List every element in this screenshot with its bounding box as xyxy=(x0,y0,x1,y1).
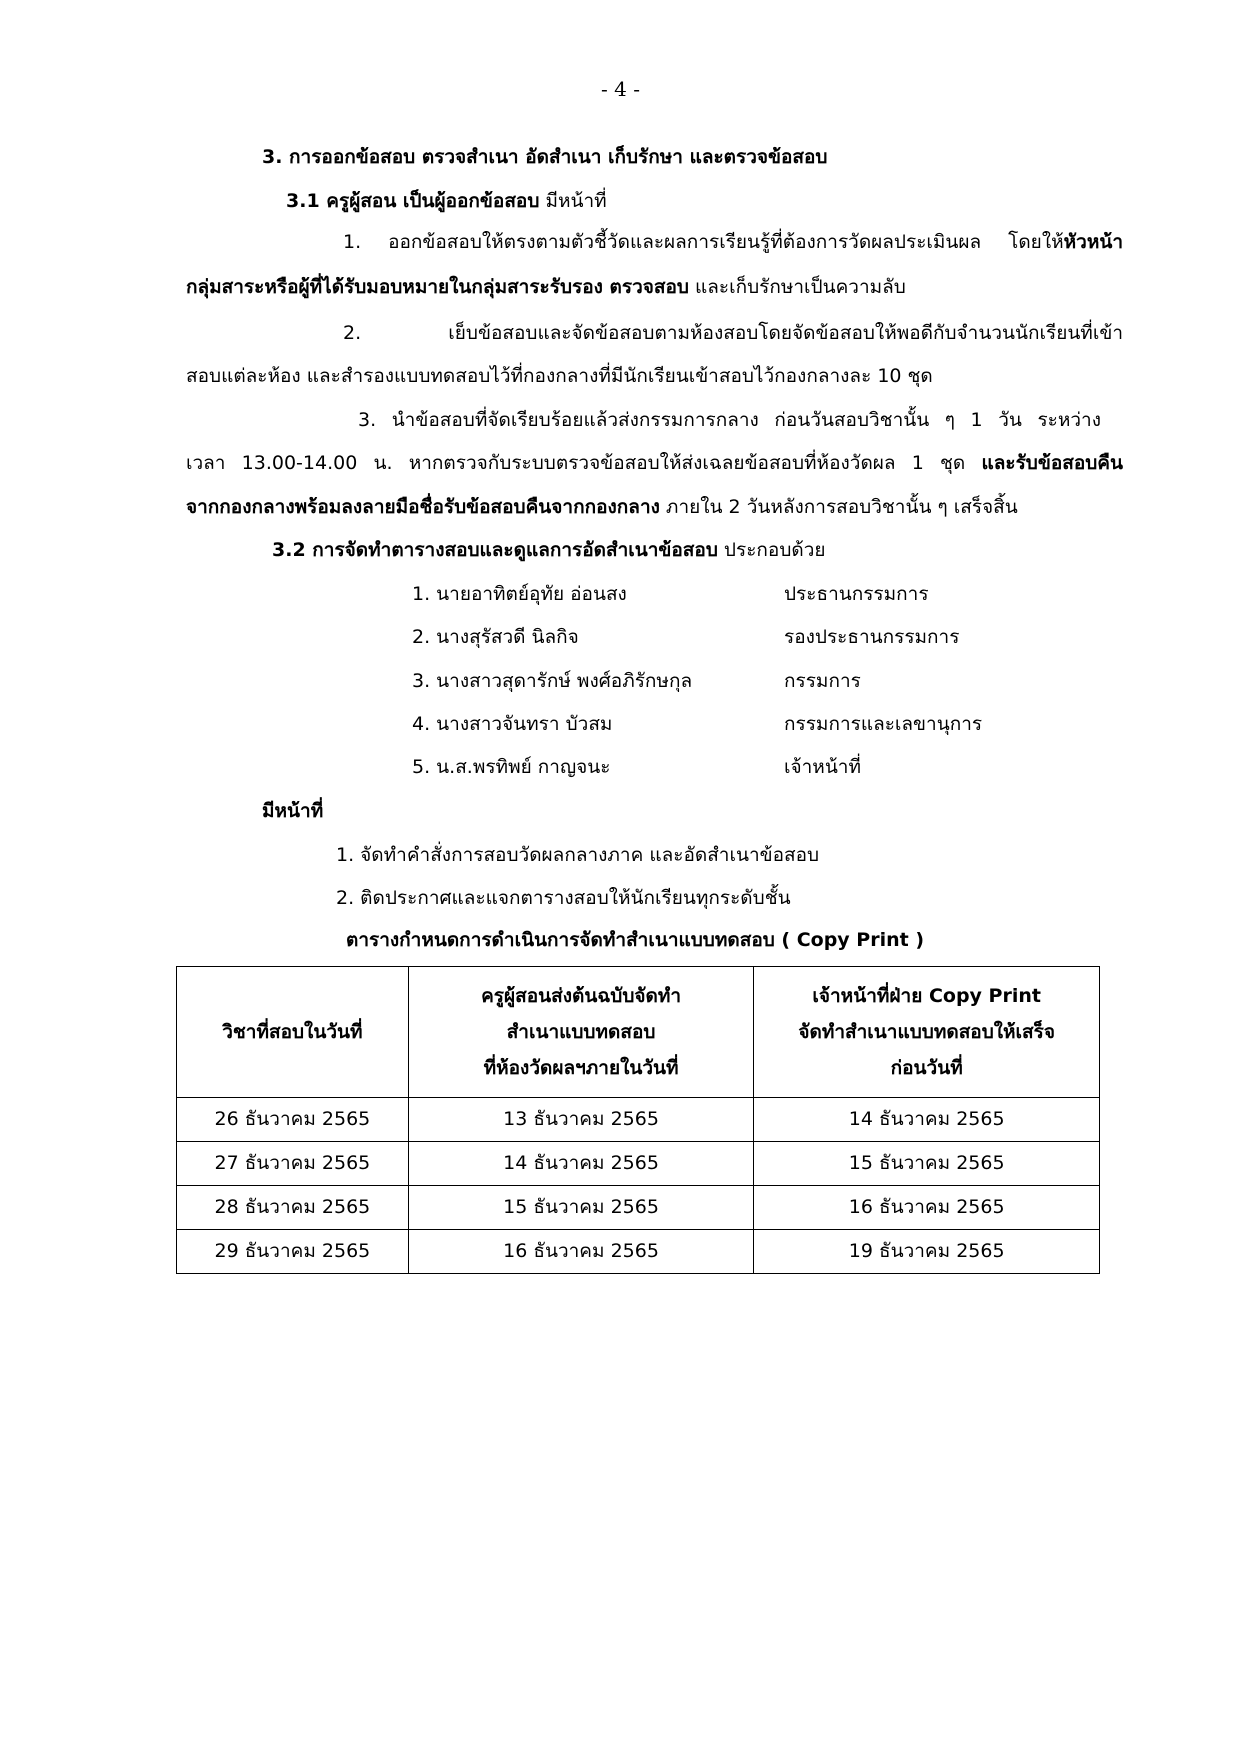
item-1-line-2 xyxy=(186,272,906,302)
item-3-line-3-text: ภายใน 2 วันหลังการสอบวิชานั้น ๆ เสร็จสิ้น xyxy=(659,496,1018,518)
schedule-title: ตารางกำหนดการดำเนินการจัดทำสำเนาแบบทดสอบ ( Copy Print ) xyxy=(346,929,925,951)
print-deadline-cell: 16 ธันวาคม 2565 xyxy=(754,1186,1100,1230)
submit-date-cell: 16 ธันวาคม 2565 xyxy=(408,1230,754,1274)
item-3-line-3 xyxy=(186,492,1018,522)
member-name: 4. นางสาวจันทรา บัวสม xyxy=(412,713,613,735)
item-3-line-2-text: เวลา 13.00-14.00 น. หากตรวจกับระบบตรวจข้อสอบให้ส่งเฉลยข้อสอบที่ห้องวัดผล 1 ชุด xyxy=(186,452,982,474)
member-name: 2. นางสุรัสวดี นิลกิจ xyxy=(412,626,579,648)
member-role: ประธานกรรมการ xyxy=(784,583,929,605)
table-row xyxy=(177,1186,1100,1230)
member-name: 1. นายอาทิตย์อุทัย อ่อนสง xyxy=(412,583,627,605)
item-1-text: 1. ออกข้อสอบให้ตรงตามตัวชี้วัดและผลการเรียนรู้ที่ต้องการวัดผลประเมินผล โดยให้ xyxy=(343,231,1064,253)
table-header-row xyxy=(177,967,1100,1098)
item-1-line-2-text: และเก็บรักษาเป็นความลับ xyxy=(688,276,906,298)
exam-date-cell: 29 ธันวาคม 2565 xyxy=(177,1230,409,1274)
table-row xyxy=(177,1098,1100,1142)
item-1-line-2-bold: กลุ่มสาระหรือผู้ที่ได้รับมอบหมายในกลุ่มสาระรับรอง ตรวจสอบ xyxy=(186,276,689,298)
section-3-1-heading-bold: 3.1 ครูผู้สอน เป็นผู้ออกข้อสอบ xyxy=(286,190,540,212)
section-3-2-heading-rest: ประกอบด้วย xyxy=(717,539,826,561)
table-row xyxy=(177,1142,1100,1186)
item-2-line-2: สอบแต่ละห้อง และสำรองแบบทดสอบไว้ที่กองกลางที่มีนักเรียนเข้าสอบไว้กองกลางละ 10 ชุด xyxy=(186,365,933,387)
duties-heading: มีหน้าที่ xyxy=(262,800,324,822)
item-1-line-1 xyxy=(343,227,1123,257)
section-3-1-heading xyxy=(286,186,607,216)
duty-1: 1. จัดทำคำสั่งการสอบวัดผลกลางภาค และอัดสำเนาข้อสอบ xyxy=(336,844,820,866)
section-3-heading: 3. การออกข้อสอบ ตรวจสำเนา อัดสำเนา เก็บรักษา และตรวจข้อสอบ xyxy=(262,146,828,168)
member-name: 3. นางสาวสุดารักษ์ พงศ์อภิรักษกุล xyxy=(412,670,693,692)
print-deadline-cell: 14 ธันวาคม 2565 xyxy=(754,1098,1100,1142)
print-deadline-cell: 19 ธันวาคม 2565 xyxy=(754,1230,1100,1274)
submit-date-cell: 14 ธันวาคม 2565 xyxy=(408,1142,754,1186)
item-1-bold: หัวหน้า xyxy=(1063,231,1123,253)
header-submit-original: ครูผู้สอนส่งต้นฉบับจัดทำ สำเนาแบบทดสอบ ที่ห้องวัดผลฯภายในวันที่ xyxy=(408,967,754,1098)
section-3-1-heading-rest: มีหน้าที่ xyxy=(539,190,607,212)
header-exam-date: วิชาที่สอบในวันที่ xyxy=(177,967,409,1098)
member-role: กรรมการและเลขานุการ xyxy=(784,713,983,735)
table-row xyxy=(177,1230,1100,1274)
member-role: เจ้าหน้าที่ xyxy=(784,756,862,778)
section-3-2-heading-bold: 3.2 การจัดทำตารางสอบและดูแลการอัดสำเนาข้อสอบ xyxy=(272,539,718,561)
page-number: - 4 - xyxy=(601,77,640,101)
print-deadline-cell: 15 ธันวาคม 2565 xyxy=(754,1142,1100,1186)
exam-date-cell: 28 ธันวาคม 2565 xyxy=(177,1186,409,1230)
copy-print-schedule-table xyxy=(176,966,1100,1274)
submit-date-cell: 13 ธันวาคม 2565 xyxy=(408,1098,754,1142)
header-copy-print-deadline: เจ้าหน้าที่ฝ่าย Copy Print จัดทำสำเนาแบบทดสอบให้เสร็จ ก่อนวันที่ xyxy=(754,967,1100,1098)
member-role: รองประธานกรรมการ xyxy=(784,626,960,648)
item-3-line-2-bold: และรับข้อสอบคืน xyxy=(981,452,1123,474)
submit-date-cell: 15 ธันวาคม 2565 xyxy=(408,1186,754,1230)
item-3-line-2 xyxy=(186,448,1123,478)
item-2-line-1: 2. เย็บข้อสอบและจัดข้อสอบตามห้องสอบโดยจัดข้อสอบให้พอดีกับจำนวนนักเรียนที่เข้า xyxy=(343,322,1123,344)
section-3-2-heading xyxy=(272,535,826,565)
member-name: 5. น.ส.พรทิพย์ กาญจนะ xyxy=(412,756,611,778)
item-3-line-3-bold: จากกองกลางพร้อมลงลายมือชื่อรับข้อสอบคืนจากกองกลาง xyxy=(186,496,660,518)
exam-date-cell: 26 ธันวาคม 2565 xyxy=(177,1098,409,1142)
exam-date-cell: 27 ธันวาคม 2565 xyxy=(177,1142,409,1186)
member-role: กรรมการ xyxy=(784,670,861,692)
item-3-line-1: 3. นำข้อสอบที่จัดเรียบร้อยแล้วส่งกรรมการกลาง ก่อนวันสอบวิชานั้น ๆ 1 วัน ระหว่าง xyxy=(358,409,1101,431)
duty-2: 2. ติดประกาศและแจกตารางสอบให้นักเรียนทุกระดับชั้น xyxy=(336,887,791,909)
